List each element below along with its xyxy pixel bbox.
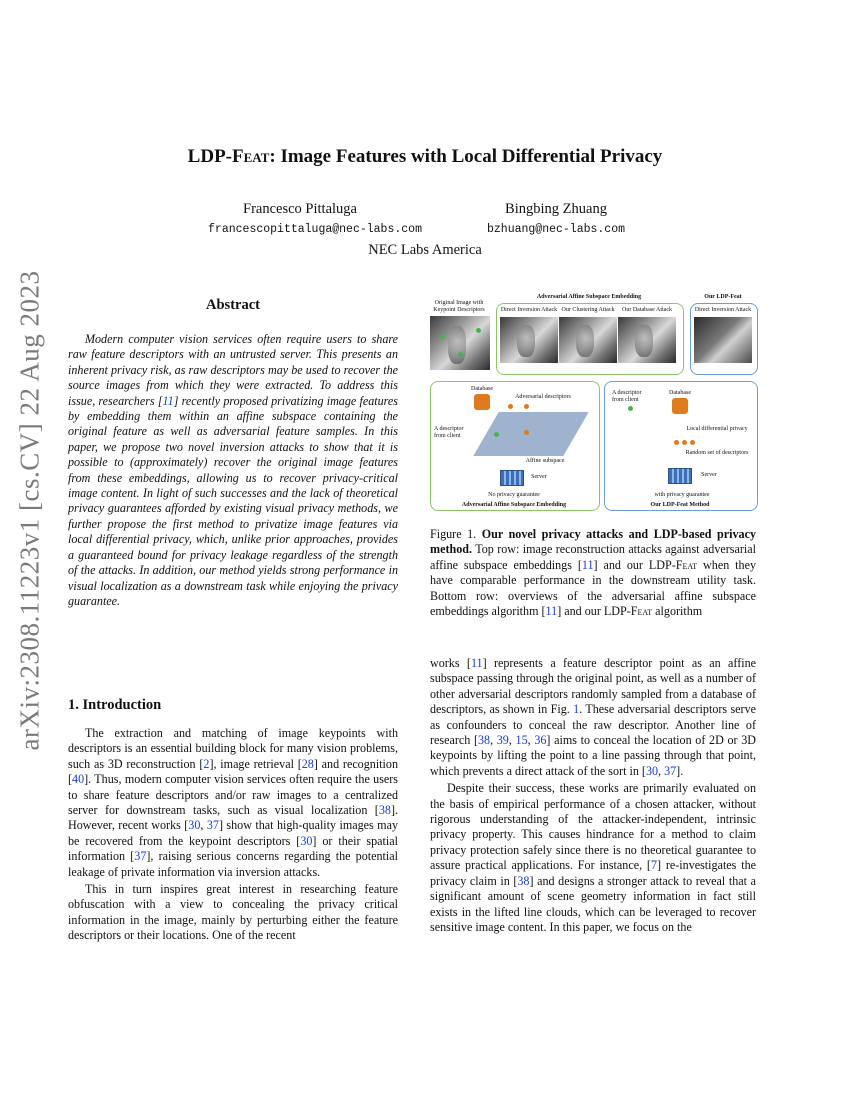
citation-link[interactable]: 1 (573, 702, 580, 717)
keypoint (440, 334, 445, 339)
server-icon (500, 470, 524, 486)
author-name: Bingbing Zhuang (505, 201, 607, 217)
fig-text: Our LDP-Feat Method (650, 502, 710, 508)
intro-text (68, 726, 398, 946)
database-icon (474, 394, 490, 410)
reconstruction-image (559, 317, 617, 363)
attack-label: Our Clustering Attack (561, 307, 615, 313)
reconstruction-image (618, 317, 676, 363)
citation-link[interactable]: 38 (378, 803, 391, 818)
citation-link[interactable]: 38 (517, 873, 530, 888)
figure-caption: Figure 1. Our novel privacy attacks and LDP-based privacy method. Top row: image reconstruction attacks against adversarial affine subspace embeddings [11] and our LDP-Feat when they have comparable performance in the downstream utility task. Bottom row: overviews of the adversarial affine subspace embeddings algorithm [11] and our LDP-Feat algorithm (430, 527, 756, 619)
client-dot (628, 406, 633, 411)
fig-text: Database (669, 390, 691, 396)
citation-link[interactable]: 11 (470, 656, 483, 670)
adv-dot (682, 440, 687, 445)
original-image (430, 316, 490, 370)
fig-text: A descriptor from client (434, 426, 464, 439)
citation-link[interactable]: 30 (300, 833, 313, 848)
intro-paragraph: The extraction and matching of image keypoints with descriptors is an essential building block for many vision problems, such as 3D reconstruction [2], image retrieval [28] and recognition [40]. Thus, modern computer vision services often require the users to share feature descriptors and/or raw images to a centralized server for downstream tasks, such as visual localization [38]. However, recent works [30, 37] show that high-quality images may be recovered from the keypoint descriptors [30] or their spatial information [37], raising serious concerns regarding the potential leakage of private information via inversion attacks. (68, 726, 399, 879)
fig-text: Adversarial descriptors (515, 394, 571, 400)
fig-text: No privacy guarantee (488, 492, 540, 498)
citation-link[interactable]: 38 (477, 733, 491, 748)
citation-link[interactable]: 37 (664, 763, 677, 778)
ours-title: Our LDP-Feat (704, 294, 742, 300)
adv-title: Adversarial Affine Subspace Embedding (536, 294, 642, 300)
adv-dot (508, 404, 513, 409)
fig-text: Server (531, 474, 547, 480)
citation-link[interactable]: 37 (134, 849, 147, 864)
fig-text: Server (701, 472, 717, 478)
citation-link[interactable]: 7 (650, 858, 657, 873)
adv-dot (524, 404, 529, 409)
adv-dot (690, 440, 695, 445)
citation-link[interactable]: 2 (203, 756, 210, 771)
fig-text: with privacy guarantee (654, 492, 710, 498)
abstract-text: Modern computer vision services often require users to share raw feature descriptors with an untrusted server. This presents an inherent privacy risk, as raw descriptors may be used to recover the source images from which they were extracted. To address this issue, researchers [11] recently proposed privatizing image features by embedding them within an affine subspace containing the original feature as well as adversarial feature samples. In this paper, we propose two novel inversion attacks to show that it is possible to (approximately) recover the original image features from these embeddings, allowing us to recover privacy-critical image content. In light of such successes and the lack of theoretical privacy guarantees afforded by existing visual privacy methods, we further propose the first method to privatize image features via local differential privacy, which, unlike prior approaches, provides a guaranteed bound for privacy leakage regardless of the strength of the attacks. In addition, our method yields strong performance in visual localization as a downstream task while enjoying the privacy guarantee. (68, 332, 398, 608)
citation-link[interactable]: 30 (645, 763, 659, 778)
abstract-heading: Abstract (206, 297, 260, 313)
fig-text: A descriptor from client (612, 390, 642, 403)
fig-text: Adversarial Affine Subspace Embedding (461, 502, 567, 508)
attack-label: Direct Inversion Attack (694, 307, 752, 313)
arxiv-id: arXiv:2308.11223v1 [cs.CV] 22 Aug 2023 (14, 270, 45, 750)
affiliation: NEC Labs America (368, 242, 482, 258)
fig-text: Random set of descriptors (685, 450, 749, 456)
keypoint (476, 328, 481, 333)
database-icon (672, 398, 688, 414)
author-email: bzhuang@nec-labs.com (486, 223, 626, 236)
client-dot (494, 432, 499, 437)
adv-dot (674, 440, 679, 445)
author-email: francescopittaluga@nec-labs.com (208, 223, 422, 236)
body-paragraph: Despite their success, these works are primarily evaluated on the basis of empirical performance of a chosen attacker, without rigorous understanding of the attacker-independent, intrinsic privacy property. This causes hindrance for a method to claim privacy protection safely since there is no theoretical guarantee to assure practical applications. For instance, [7] re-investigates the privacy claim in [38] and designs a stronger attack to reveal that a significant amount of scene geometry information in fact still exists in the lifted line clouds, which can be leveraged to recover sensitive image content. In this paper, we focus on the (430, 781, 756, 934)
figure-1 (428, 294, 758, 516)
keypoint (458, 352, 463, 357)
citation-link[interactable]: 39 (496, 733, 509, 748)
citation-link[interactable]: 15 (515, 733, 528, 748)
citation-link[interactable]: 36 (534, 733, 547, 748)
citation-link[interactable]: 30 (188, 818, 201, 833)
body-paragraph: works [11] represents a feature descriptor point as an affine subspace passing through the original point, as well as a number of other adversarial descriptors randomly sampled from a database of descriptors, as shown in Fig. 1. These adversarial descriptors serve as confounders to conceal the raw descriptor. Another line of research [38, 39, 15, 36] aims to conceal the location of 2D or 3D keypoints by lifting the point to a line passing through that point, which prevents a direct attack of the sort in [30, 37]. (430, 656, 756, 778)
citation-link[interactable]: 11 (581, 557, 594, 572)
arxiv-stamp (10, 250, 50, 770)
author-name: Francesco Pittaluga (243, 201, 357, 217)
reconstruction-image (500, 317, 558, 363)
fig-text: Database (471, 386, 493, 392)
paper-title: LDP-Feat: Image Features with Local Differential Privacy (187, 146, 663, 167)
citation-link[interactable]: 11 (545, 604, 558, 619)
adv-dot (524, 430, 529, 435)
fig-orig-label: Original Image with Keypoint Descriptors (433, 300, 485, 313)
attack-label: Direct Inversion Attack (500, 307, 558, 313)
right-column-text (430, 656, 756, 937)
citation-link[interactable]: 11 (162, 393, 174, 408)
reconstruction-image (694, 317, 752, 363)
section-heading: 1. Introduction (68, 697, 162, 713)
attack-label: Our Database Attack (622, 307, 672, 313)
fig-text: Affine subspace (525, 458, 565, 464)
server-icon (668, 468, 692, 484)
citation-link[interactable]: 40 (72, 772, 85, 787)
citation-link[interactable]: 28 (301, 756, 314, 771)
citation-link[interactable]: 37 (206, 818, 219, 833)
fig-text: Local differential privacy (686, 426, 748, 432)
intro-paragraph: This in turn inspires great interest in researching feature obfuscation with a view to concealing the privacy critical information in the image, mainly by perturbing either the feature descriptors or their locations. One of the recent (68, 882, 398, 943)
